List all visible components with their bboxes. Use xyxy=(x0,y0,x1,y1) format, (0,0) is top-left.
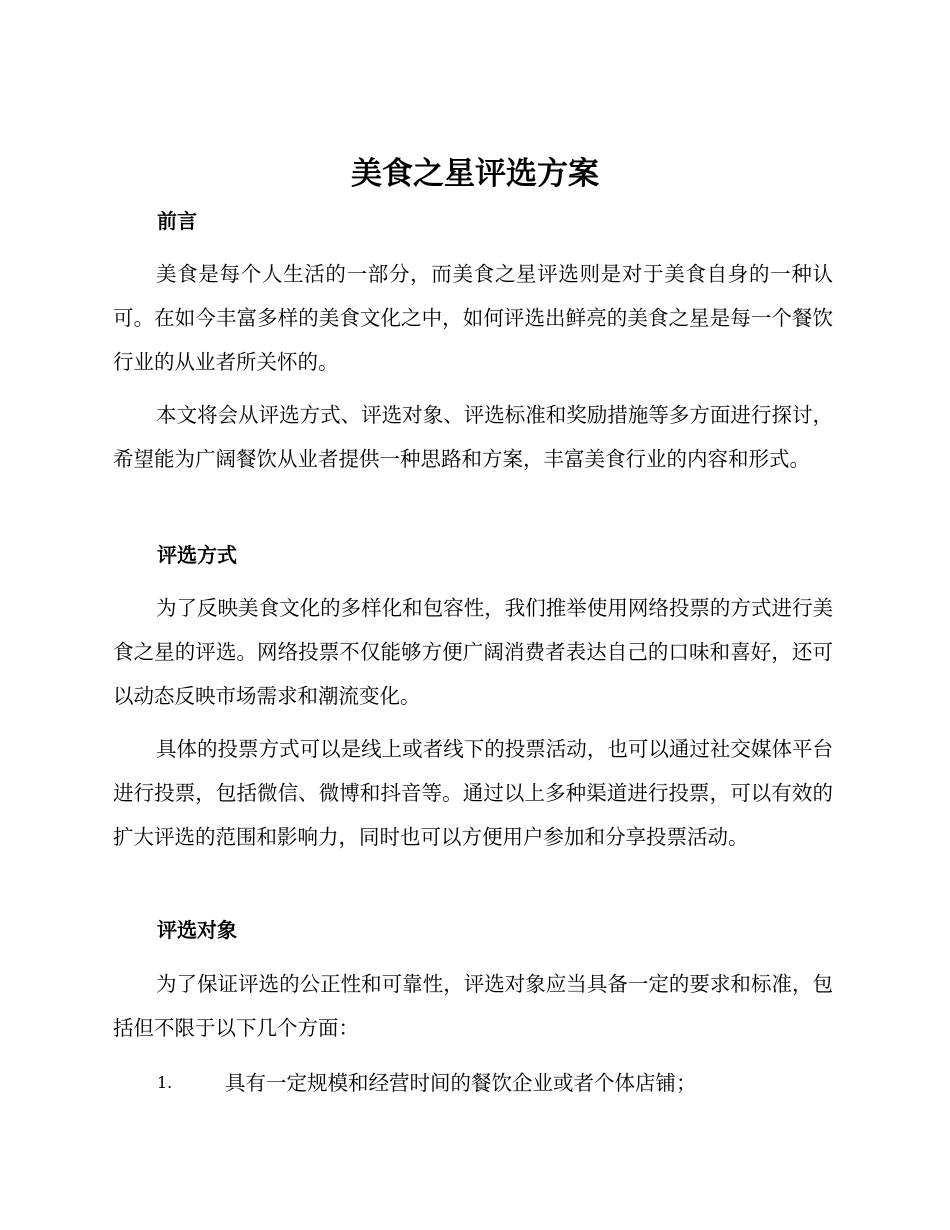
paragraph: 为了反映美食文化的多样化和包容性，我们推举使用网络投票的方式进行美食之星的评选。网络投票不仅能够方便广阔消费者表达自己的口味和喜好，还可以动态反映市场需求和潮流变化。 xyxy=(113,596,833,708)
section-heading-preface: 前言 xyxy=(157,209,197,233)
paragraph: 本文将会从评选方式、评选对象、评选标准和奖励措施等多方面进行探讨，希望能为广阔餐饮从业者提供一种思路和方案，丰富美食行业的内容和形式。 xyxy=(113,403,833,471)
section-heading-candidates: 评选对象 xyxy=(157,918,237,942)
paragraph: 美食是每个人生活的一部分，而美食之星评选则是对于美食自身的一种认可。在如今丰富多样的美食文化之中，如何评选出鲜亮的美食之星是每一个餐饮行业的从业者所关怀的。 xyxy=(113,262,833,374)
list-item-text: 具有一定规模和经营时间的餐饮企业或者个体店铺； xyxy=(225,1071,697,1095)
list-item-number: 1. xyxy=(157,1073,173,1092)
paragraph: 具体的投票方式可以是线上或者线下的投票活动，也可以通过社交媒体平台进行投票，包括微信、微博和抖音等。通过以上多种渠道进行投票，可以有效的扩大评选的范围和影响力，同时也可以方便用户参加和分享投票活动。 xyxy=(113,737,833,849)
section-heading-method: 评选方式 xyxy=(157,543,237,567)
paragraph: 为了保证评选的公正性和可靠性，评选对象应当具备一定的要求和标准，包括但不限于以下几个方面： xyxy=(113,972,833,1040)
document-title: 美食之星评选方案 xyxy=(351,156,599,192)
